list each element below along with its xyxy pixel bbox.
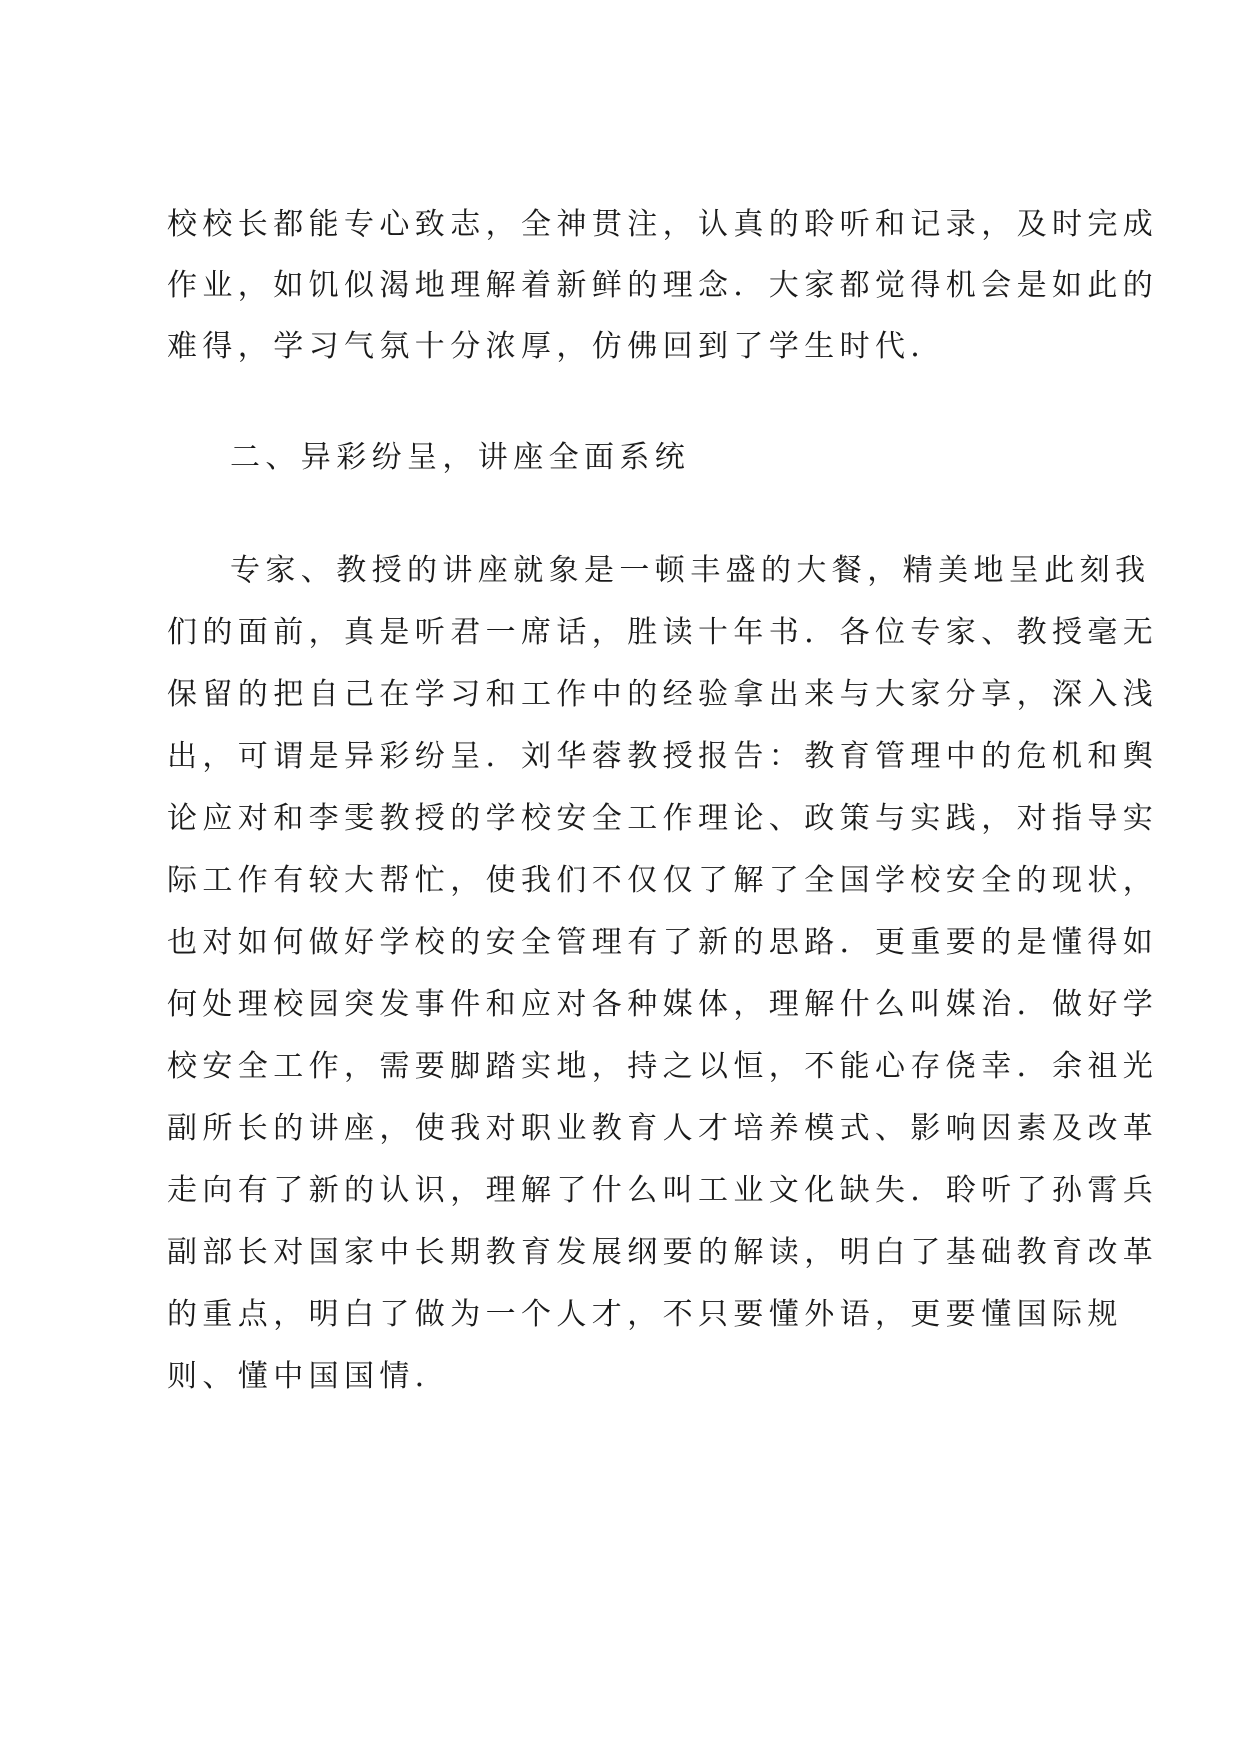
paragraph-2-line-8: 何处理校园突发事件和应对各种媒体，理解什么叫媒治．做好学 xyxy=(167,987,1159,1022)
paragraph-1-line-2: 作业，如饥似渴地理解着新鲜的理念．大家都觉得机会是如此的 xyxy=(167,268,1159,303)
paragraph-2-line-10: 副所长的讲座，使我对职业教育人才培养模式、影响因素及改革 xyxy=(167,1111,1159,1146)
paragraph-2-line-4: 出，可谓是异彩纷呈．刘华蓉教授报告：教育管理中的危机和舆 xyxy=(167,739,1159,774)
section-heading: 二、异彩纷呈，讲座全面系统 xyxy=(230,440,691,475)
paragraph-2-line-1: 专家、教授的讲座就象是一顿丰盛的大餐，精美地呈此刻我 xyxy=(230,553,1151,588)
paragraph-2-line-9: 校安全工作，需要脚踏实地，持之以恒，不能心存侥幸．余祖光 xyxy=(167,1049,1159,1084)
paragraph-2-line-13: 的重点，明白了做为一个人才，不只要懂外语，更要懂国际规 xyxy=(167,1297,1123,1332)
paragraph-2-line-2: 们的面前，真是听君一席话，胜读十年书．各位专家、教授毫无 xyxy=(167,615,1159,650)
paragraph-1-line-3: 难得，学习气氛十分浓厚，仿佛回到了学生时代． xyxy=(167,329,946,364)
paragraph-1-line-1: 校校长都能专心致志，全神贯注，认真的聆听和记录，及时完成 xyxy=(167,207,1159,242)
paragraph-2-line-3: 保留的把自己在学习和工作中的经验拿出来与大家分享，深入浅 xyxy=(167,677,1159,712)
paragraph-2-line-11: 走向有了新的认识，理解了什么叫工业文化缺失．聆听了孙霄兵 xyxy=(167,1173,1159,1208)
paragraph-2-line-6: 际工作有较大帮忙，使我们不仅仅了解了全国学校安全的现状， xyxy=(167,863,1159,898)
paragraph-2-line-7: 也对如何做好学校的安全管理有了新的思路．更重要的是懂得如 xyxy=(167,925,1159,960)
paragraph-2-line-14: 则、懂中国国情． xyxy=(167,1359,451,1394)
paragraph-2-line-12: 副部长对国家中长期教育发展纲要的解读，明白了基础教育改革 xyxy=(167,1235,1159,1270)
paragraph-2-line-5: 论应对和李雯教授的学校安全工作理论、政策与实践，对指导实 xyxy=(167,801,1159,836)
